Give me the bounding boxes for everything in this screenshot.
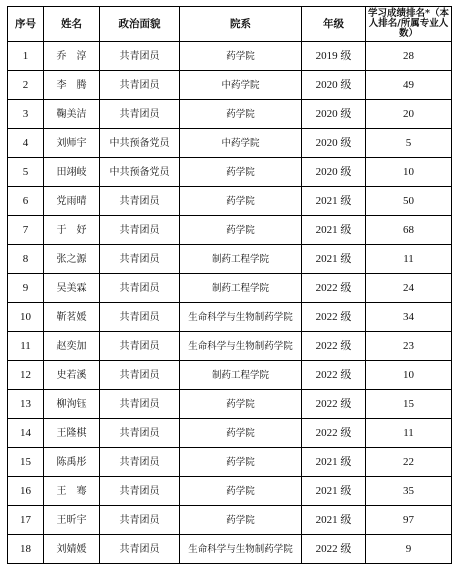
cell-index: 18 xyxy=(8,535,44,564)
cell-rank: 68 xyxy=(366,216,452,245)
cell-politics: 共青团员 xyxy=(100,274,180,303)
cell-grade: 2022 级 xyxy=(302,361,366,390)
cell-index: 15 xyxy=(8,448,44,477)
cell-index: 10 xyxy=(8,303,44,332)
cell-grade: 2020 级 xyxy=(302,100,366,129)
cell-college: 中药学院 xyxy=(180,129,302,158)
table-row xyxy=(8,477,452,506)
cell-index: 8 xyxy=(8,245,44,274)
cell-grade: 2021 级 xyxy=(302,245,366,274)
cell-rank: 10 xyxy=(366,361,452,390)
table-row xyxy=(8,42,452,71)
cell-grade: 2020 级 xyxy=(302,71,366,100)
cell-politics: 共青团员 xyxy=(100,361,180,390)
cell-index: 6 xyxy=(8,187,44,216)
cell-college: 药学院 xyxy=(180,216,302,245)
cell-index: 2 xyxy=(8,71,44,100)
table-row xyxy=(8,216,452,245)
table-row xyxy=(8,187,452,216)
table-row xyxy=(8,129,452,158)
header-politics: 政治面貌 xyxy=(100,7,180,42)
cell-college: 生命科学与生物制药学院 xyxy=(180,332,302,361)
cell-name: 王隆棋 xyxy=(44,419,100,448)
table-row xyxy=(8,448,452,477)
cell-grade: 2021 级 xyxy=(302,216,366,245)
document-page xyxy=(7,6,451,564)
cell-rank: 97 xyxy=(366,506,452,535)
table-row xyxy=(8,361,452,390)
cell-college: 药学院 xyxy=(180,448,302,477)
cell-grade: 2021 级 xyxy=(302,506,366,535)
cell-grade: 2022 级 xyxy=(302,535,366,564)
cell-rank: 10 xyxy=(366,158,452,187)
cell-index: 14 xyxy=(8,419,44,448)
cell-grade: 2021 级 xyxy=(302,477,366,506)
cell-college: 制药工程学院 xyxy=(180,274,302,303)
cell-grade: 2020 级 xyxy=(302,158,366,187)
cell-index: 11 xyxy=(8,332,44,361)
cell-name: 鞠美洁 xyxy=(44,100,100,129)
cell-politics: 共青团员 xyxy=(100,100,180,129)
cell-name: 王昕宇 xyxy=(44,506,100,535)
cell-grade: 2022 级 xyxy=(302,332,366,361)
header-index: 序号 xyxy=(8,7,44,42)
cell-name: 党雨晴 xyxy=(44,187,100,216)
table-row xyxy=(8,506,452,535)
cell-grade: 2021 级 xyxy=(302,448,366,477)
cell-grade: 2022 级 xyxy=(302,419,366,448)
cell-college: 药学院 xyxy=(180,390,302,419)
table-header-row xyxy=(8,7,452,42)
table-row xyxy=(8,274,452,303)
cell-rank: 11 xyxy=(366,245,452,274)
cell-college: 药学院 xyxy=(180,42,302,71)
table-row xyxy=(8,245,452,274)
cell-politics: 共青团员 xyxy=(100,216,180,245)
cell-rank: 34 xyxy=(366,303,452,332)
cell-grade: 2022 级 xyxy=(302,274,366,303)
table-row xyxy=(8,100,452,129)
cell-name: 史若溪 xyxy=(44,361,100,390)
cell-politics: 中共预备党员 xyxy=(100,129,180,158)
cell-name: 陈禹彤 xyxy=(44,448,100,477)
cell-name: 赵奕加 xyxy=(44,332,100,361)
cell-college: 中药学院 xyxy=(180,71,302,100)
cell-politics: 共青团员 xyxy=(100,245,180,274)
cell-name: 于 妤 xyxy=(44,216,100,245)
cell-politics: 共青团员 xyxy=(100,477,180,506)
table-row xyxy=(8,419,452,448)
cell-politics: 共青团员 xyxy=(100,303,180,332)
cell-rank: 22 xyxy=(366,448,452,477)
cell-rank: 50 xyxy=(366,187,452,216)
cell-grade: 2022 级 xyxy=(302,303,366,332)
cell-name: 张之源 xyxy=(44,245,100,274)
cell-index: 4 xyxy=(8,129,44,158)
cell-name: 吴美霖 xyxy=(44,274,100,303)
cell-index: 16 xyxy=(8,477,44,506)
cell-politics: 共青团员 xyxy=(100,332,180,361)
cell-grade: 2019 级 xyxy=(302,42,366,71)
table-body xyxy=(8,42,452,564)
cell-politics: 中共预备党员 xyxy=(100,158,180,187)
cell-politics: 共青团员 xyxy=(100,506,180,535)
cell-name: 刘婧媛 xyxy=(44,535,100,564)
student-ranking-table xyxy=(7,6,452,564)
cell-college: 生命科学与生物制药学院 xyxy=(180,535,302,564)
cell-rank: 49 xyxy=(366,71,452,100)
cell-name: 乔 淳 xyxy=(44,42,100,71)
cell-politics: 共青团员 xyxy=(100,535,180,564)
cell-college: 药学院 xyxy=(180,100,302,129)
cell-name: 王 骞 xyxy=(44,477,100,506)
cell-politics: 共青团员 xyxy=(100,42,180,71)
cell-index: 13 xyxy=(8,390,44,419)
cell-name: 柳洵钰 xyxy=(44,390,100,419)
table-row xyxy=(8,71,452,100)
cell-rank: 9 xyxy=(366,535,452,564)
cell-college: 药学院 xyxy=(180,477,302,506)
cell-name: 田翊岐 xyxy=(44,158,100,187)
cell-rank: 23 xyxy=(366,332,452,361)
cell-college: 药学院 xyxy=(180,187,302,216)
cell-politics: 共青团员 xyxy=(100,71,180,100)
cell-index: 9 xyxy=(8,274,44,303)
table-row xyxy=(8,303,452,332)
cell-index: 7 xyxy=(8,216,44,245)
cell-rank: 5 xyxy=(366,129,452,158)
cell-index: 17 xyxy=(8,506,44,535)
cell-college: 制药工程学院 xyxy=(180,361,302,390)
cell-rank: 20 xyxy=(366,100,452,129)
cell-rank: 35 xyxy=(366,477,452,506)
cell-rank: 15 xyxy=(366,390,452,419)
cell-politics: 共青团员 xyxy=(100,419,180,448)
cell-index: 12 xyxy=(8,361,44,390)
header-name: 姓名 xyxy=(44,7,100,42)
cell-name: 靳茗媛 xyxy=(44,303,100,332)
header-college: 院系 xyxy=(180,7,302,42)
cell-college: 药学院 xyxy=(180,419,302,448)
cell-name: 李 腾 xyxy=(44,71,100,100)
cell-college: 生命科学与生物制药学院 xyxy=(180,303,302,332)
cell-rank: 11 xyxy=(366,419,452,448)
cell-politics: 共青团员 xyxy=(100,390,180,419)
cell-rank: 28 xyxy=(366,42,452,71)
cell-index: 1 xyxy=(8,42,44,71)
cell-index: 5 xyxy=(8,158,44,187)
header-rank: 学习成绩排名*（本人排名/所属专业人数） xyxy=(366,7,452,42)
table-row xyxy=(8,535,452,564)
header-grade: 年级 xyxy=(302,7,366,42)
table-row xyxy=(8,158,452,187)
cell-rank: 24 xyxy=(366,274,452,303)
table-row xyxy=(8,390,452,419)
cell-college: 药学院 xyxy=(180,158,302,187)
cell-grade: 2022 级 xyxy=(302,390,366,419)
cell-grade: 2021 级 xyxy=(302,187,366,216)
cell-grade: 2020 级 xyxy=(302,129,366,158)
cell-politics: 共青团员 xyxy=(100,187,180,216)
cell-index: 3 xyxy=(8,100,44,129)
cell-politics: 共青团员 xyxy=(100,448,180,477)
cell-college: 制药工程学院 xyxy=(180,245,302,274)
cell-college: 药学院 xyxy=(180,506,302,535)
cell-name: 刘师宇 xyxy=(44,129,100,158)
table-row xyxy=(8,332,452,361)
